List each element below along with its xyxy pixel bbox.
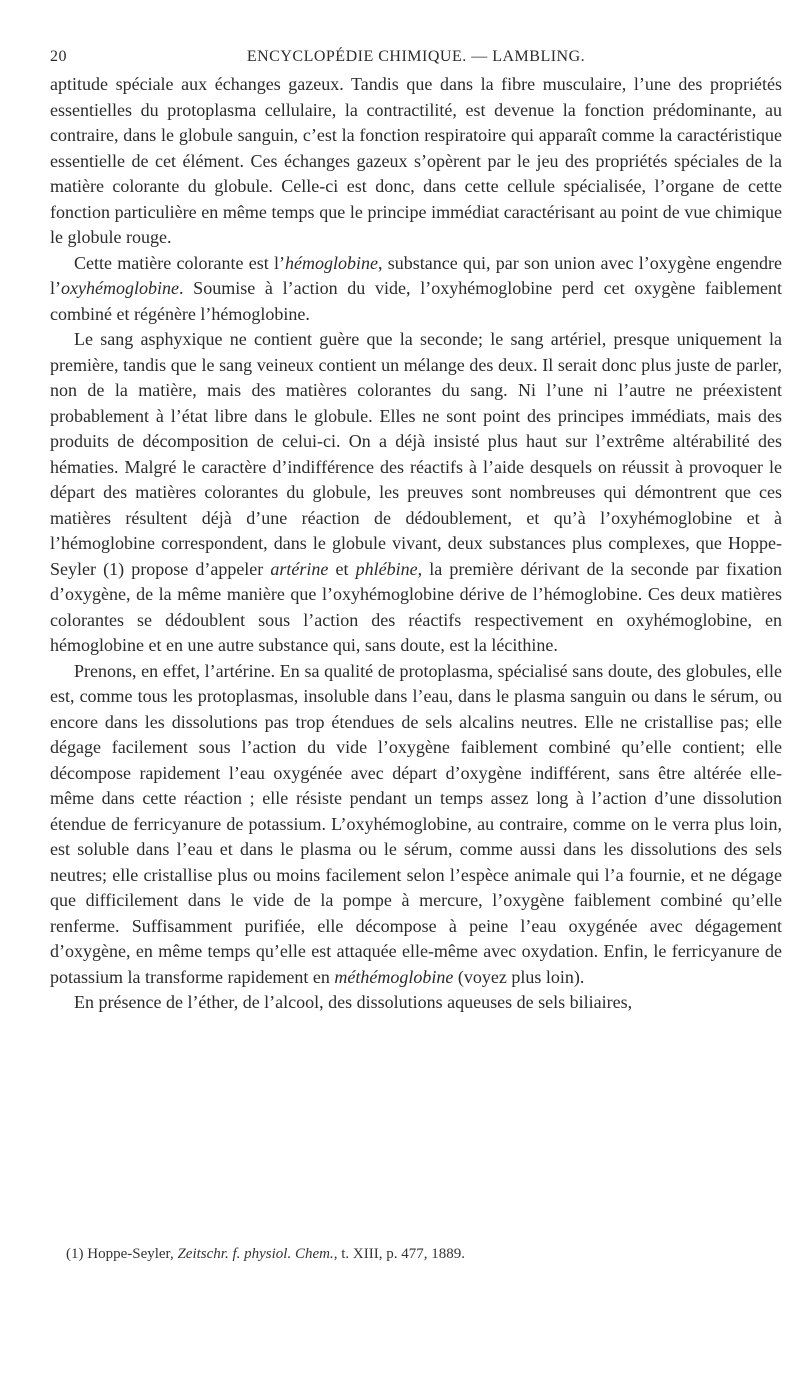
term-methemoglobine: méthémoglobine [334,966,454,987]
paragraph-text: aptitude spéciale aux échanges gazeux. Tandis que dans la fibre musculaire, l’une des propriétés essentielles du protoplasma cellulaire, la contractilité, est devenue la fonction prédominante, au contraire, dans le globule sanguin, c’est la fonction respiratoire qui apparaît comme la caractéristique essentielle de cet élément. Ces échanges gazeux s’opèrent par le jeu des propriétés spéciales de la matière colorante du globule. Celle-ci est donc, dans cette cellule spécialisée, l’organe de cette fonction particulière en même temps que le principe immédiat caractérisant au point de vue chimique le globule rouge. [50,74,782,247]
paragraph-text: Le sang asphyxique ne contient guère que la seconde; le sang artériel, presque uniquement la première, tandis que le sang veineux contient un mélange des deux. Il serait donc plus juste de parler, non de la matière, mais des matières colorantes du sang. Ni l’une ni l’autre ne préexistent probablement à l’état libre dans le globule. Elles ne sont point des principes immédiats, mais des produits de décomposition de celui-ci. On a déjà insisté plus haut sur l’extrême altérabilité des hématies. Malgré le caractère d’indifférence des réactifs à l’aide desquels on réussit à provoquer le départ des matières colorantes du globule, les preuves sont nombreuses qui démontrent que ces matières résultent déjà d’une réaction de dédoublement, et qu’à l’oxyhémoglobine et à l’hémoglobine correspondent, dans le globule vivant, deux substances plus complexes, que Hoppe-Seyler (1) propose d’appeler [50,329,782,579]
page [50,40,782,1016]
running-head [50,40,782,72]
footnote-marker: (1) [66,1246,84,1262]
paragraph-5 [50,990,782,1016]
paragraph-1 [50,72,782,251]
body-text [50,72,782,1016]
paragraph-3 [50,327,782,659]
term-phlebine: phlébine [355,558,418,579]
paragraph-text: Cette matière colorante est l’ [74,252,285,273]
paragraph-text: , la première dérivant de la seconde par fixation d’oxygène, de la même manière que l’oxyhémoglobine dérive de l’hémoglobine. Ces deux matières colorantes se dédoublent sous l’action des réactifs respectivement en oxyhémoglobine, en hémoglobine et en une autre substance qui, sans doute, est la lécithine. [50,558,782,655]
footnote [66,1246,465,1263]
paragraph-text: Prenons, en effet, l’artérine. En sa qualité de protoplasma, spécialisé sans doute, des globules, elle est, comme tous les protoplasmas, insoluble dans l’eau, dans le plasma sanguin ou dans le sérum, ou encore dans les dissolutions pas trop étendues de sels alcalins neutres. Elle ne cristallise pas; elle dégage facilement sous l’action du vide l’oxygène faiblement combiné qu’elle contient; elle décompose rapidement l’eau oxygénée avec départ d’oxygène indifférent, sans être altérée elle-même dans cette réaction ; elle résiste pendant un temps assez long à l’action d’une dissolution étendue de ferricyanure de potassium. L’oxyhémoglobine, au contraire, comme on le verra plus loin, est soluble dans l’eau et dans le plasma ou le sérum, comme aussi dans les dissolutions des sels neutres; elle cristallise plus ou moins facilement selon l’espèce animale qui l’a fournie, et ne dégage que difficilement dans le vide de la pompe à mercure, l’oxygène faiblement combiné qu’elle renferme. Suffisamment purifiée, elle décompose à peine l’eau oxygénée avec dégagement d’oxygène, en même temps qu’elle est attaquée elle-même avec oxydation. Enfin, le ferricyanure de potassium la transforme rapidement en [50,660,782,987]
paragraph-text: , substance qui, par son union avec l’oxygène engendre l’ [50,252,782,298]
header-title: ENCYCLOPÉDIE CHIMIQUE. — LAMBLING. [246,48,586,65]
footnote-journal: Zeitschr. f. physiol. Chem. [177,1246,334,1262]
paragraph-text: . Soumise à l’action du vide, l’oxyhémoglobine perd cet oxygène faiblement combiné et régénère l’hémoglobine. [50,278,782,324]
paragraph-2 [50,251,782,328]
page-number: 20 [50,48,67,65]
paragraph-text: En présence de l’éther, de l’alcool, des dissolutions aqueuses de sels biliaires, [74,992,633,1012]
paragraph-text: et [328,558,356,579]
term-oxyhemoglobine: oxyhémoglobine [61,278,179,298]
paragraph-4 [50,659,782,991]
footnote-reference: , t. XIII, p. 477, 1889. [333,1246,465,1262]
term-arterine: artérine [270,558,329,579]
term-hemoglobine: hémoglobine [284,252,378,273]
footnote-author: Hoppe-Seyler, [87,1246,174,1262]
paragraph-text: (voyez plus loin). [453,966,585,987]
